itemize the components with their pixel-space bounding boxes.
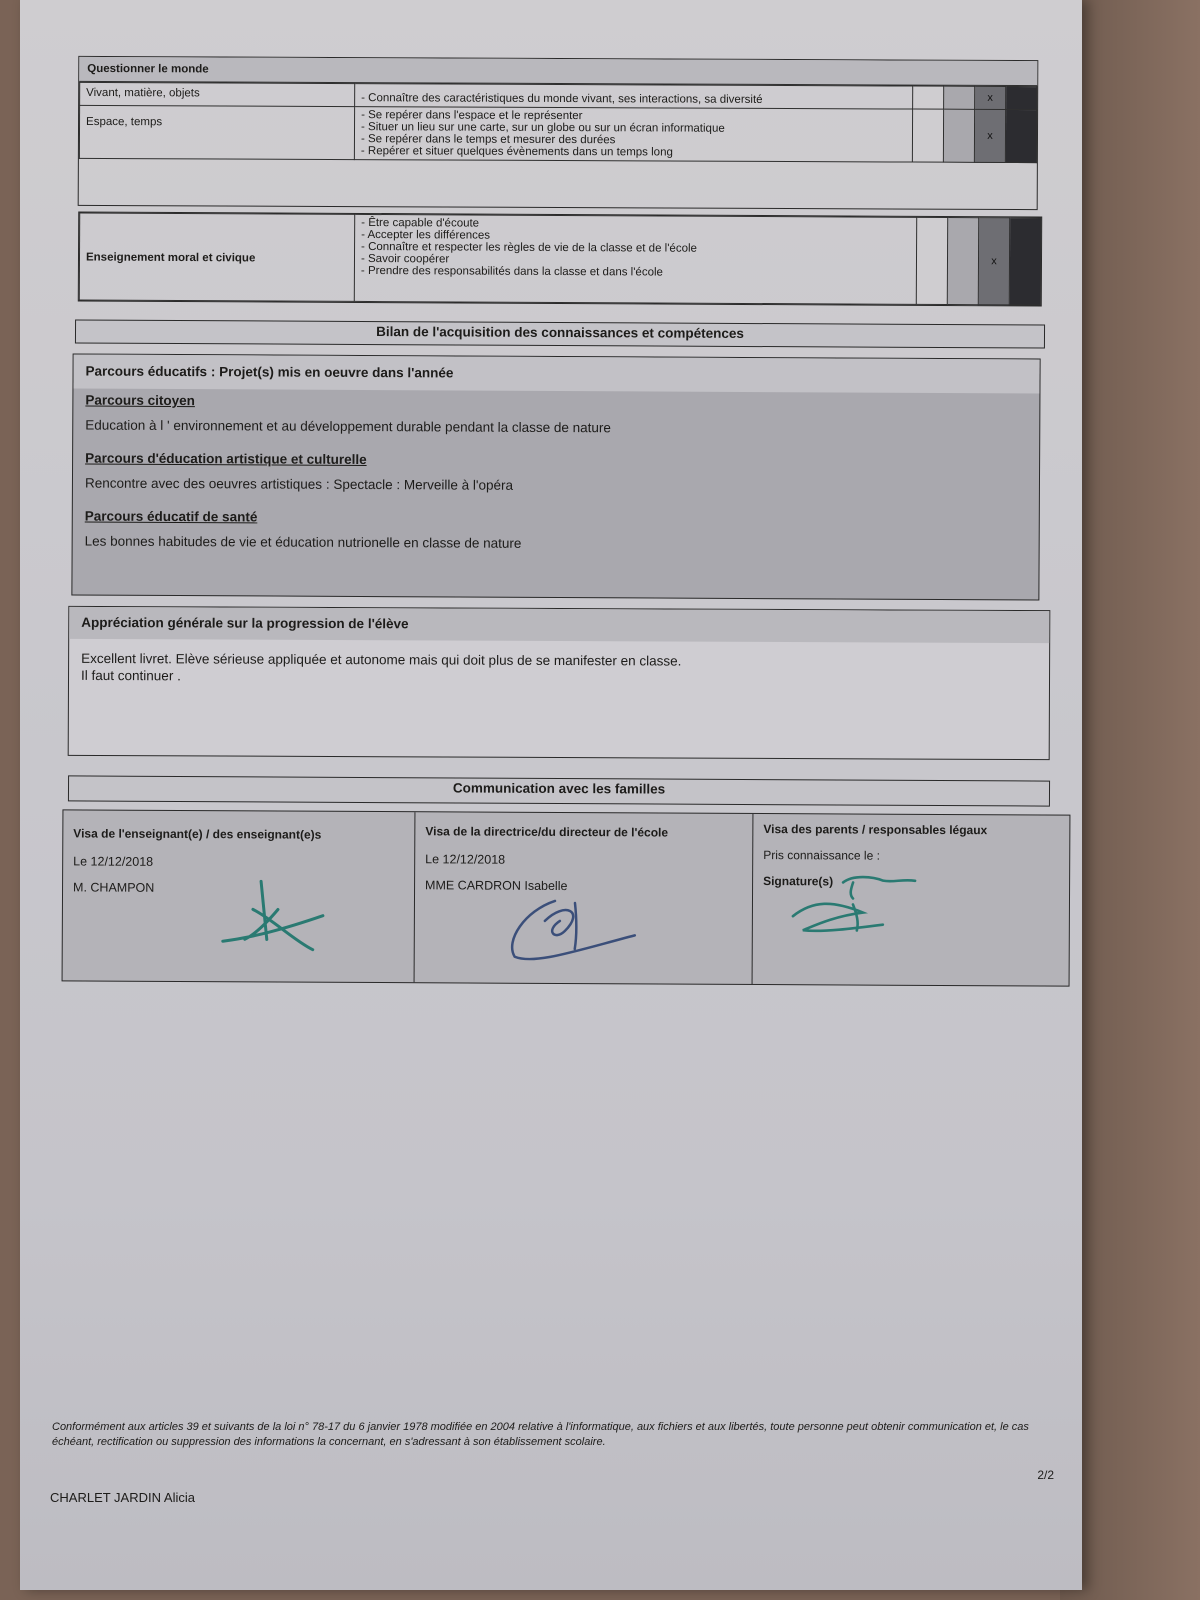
appreciation-block (68, 606, 1051, 760)
appreciation-body (69, 639, 1049, 699)
parcours-text: Les bonnes habitudes de vie et éducation nutrionelle en classe de nature (84, 533, 522, 551)
level-4-cell (1006, 86, 1037, 109)
parcours-item (85, 509, 1027, 554)
item-line: - Accepter les différences (361, 228, 491, 242)
level-4-cell (1005, 109, 1036, 162)
item-line: - Se repérer dans le temps et mesurer des durées (360, 133, 616, 147)
emc-table (78, 211, 1042, 306)
level-4-cell (1009, 218, 1040, 305)
communication-title: Communication avec les familles (68, 775, 1050, 806)
visa-date: Le 12/12/2018 (73, 854, 154, 869)
page-number: 2/2 (1037, 1468, 1054, 1482)
bilan-title: Bilan de l'acquisition des connaissances et compétences (75, 319, 1045, 348)
items-vivant (355, 84, 913, 109)
questionner-rows (79, 82, 1037, 163)
level-1-cell (912, 109, 943, 162)
level-2-cell (943, 109, 974, 162)
appreciation-line: Il faut continuer . (80, 667, 181, 684)
visa-heading: Visa de la directrice/du directeur de l'école (425, 824, 669, 840)
item-line: - Connaître des caractéristiques du monde vivant, ses interactions, sa diversité (361, 92, 763, 106)
visa-heading: Visa des parents / responsables légaux (763, 822, 988, 838)
emc-rows (79, 212, 1041, 305)
director-signature-icon (485, 891, 655, 972)
level-mark: x (987, 91, 993, 104)
parcours-heading: Parcours d'éducation artistique et culturelle (85, 450, 367, 468)
parcours-text: Education à l ' environnement et au développement durable pendant la classe de nature (85, 417, 612, 436)
items-espace (354, 107, 912, 162)
level-2-cell (944, 86, 975, 109)
student-name: CHARLET JARDIN Alicia (50, 1490, 195, 1505)
item-line: - Savoir coopérer (360, 252, 450, 266)
visa-name: M. CHAMPON (73, 880, 155, 895)
parcours-item (85, 393, 1027, 438)
item-line: - Situer un lieu sur une carte, sur un globe ou sur un écran informatique (360, 121, 725, 135)
item-line: - Être capable d'écoute (361, 216, 480, 230)
level-mark: x (991, 255, 997, 268)
visa-block (62, 809, 1071, 986)
level-1-cell (916, 217, 947, 304)
level-1-cell (913, 86, 944, 109)
item-line: - Se repérer dans l'espace et le représenter (361, 109, 583, 123)
level-2-cell (947, 218, 978, 305)
visa-date: Le 12/12/2018 (425, 852, 506, 867)
table-row (79, 105, 1036, 162)
table-row (79, 213, 1040, 305)
level-3-cell (978, 218, 1009, 305)
parcours-item (85, 451, 1027, 496)
level-mark: x (987, 129, 993, 142)
parent-signature-icon (773, 870, 953, 951)
report-card-page (20, 0, 1082, 1590)
level-3-cell (974, 109, 1005, 162)
visa-sig-label: Signature(s) (763, 874, 834, 889)
parcours-list (73, 388, 1040, 555)
parcours-title: Parcours éducatifs : Projet(s) mis en oeuvre dans l'année (73, 354, 1039, 393)
questionner-title: Questionner le monde (79, 57, 1037, 86)
parcours-block (71, 353, 1040, 600)
parcours-heading: Parcours éducatif de santé (84, 508, 258, 525)
parcours-text: Rencontre avec des oeuvres artistiques : Spectacle : Merveille à l'opéra (84, 475, 514, 493)
visa-teacher (63, 810, 416, 982)
emc-items (354, 214, 916, 304)
questionner-le-monde-table (78, 56, 1039, 210)
visa-ack: Pris connaissance le : (763, 848, 880, 863)
visa-name: MME CARDRON Isabelle (425, 878, 568, 894)
parcours-heading: Parcours citoyen (85, 392, 195, 409)
legal-notice: Conformément aux articles 39 et suivants de la loi n° 78-17 du 6 janvier 1978 modifiée en 2004 relative à l'informatique, aux fichiers et aux libertés, toute personne peut obtenir communication et, le cas échéant, rectification ou suppression des informations la concernant, en s'adressant à son établissement scolaire. (52, 1421, 1029, 1448)
emc-domain: Enseignement moral et civique (79, 213, 354, 301)
appreciation-line: Excellent livret. Elève sérieuse appliquée et autonome mais qui doit plus de se manifester en classe. (81, 650, 682, 669)
item-line: - Connaître et respecter les règles de vie de la classe et de l'école (361, 240, 697, 255)
domain-espace: Espace, temps (79, 105, 354, 159)
level-3-cell (975, 86, 1006, 109)
item-line: - Prendre des responsabilités dans la classe et dans l'école (360, 264, 663, 279)
visa-heading: Visa de l'enseignant(e) / des enseignant(e)s (73, 826, 322, 842)
teacher-signature-icon (183, 879, 343, 960)
visa-parents (753, 814, 1072, 986)
item-line: - Repérer et situer quelques évènements dans un temps long (360, 145, 673, 159)
visa-director (415, 812, 754, 984)
appreciation-title: Appréciation générale sur la progression de l'élève (69, 607, 1049, 643)
domain-vivant: Vivant, matière, objets (80, 82, 355, 106)
